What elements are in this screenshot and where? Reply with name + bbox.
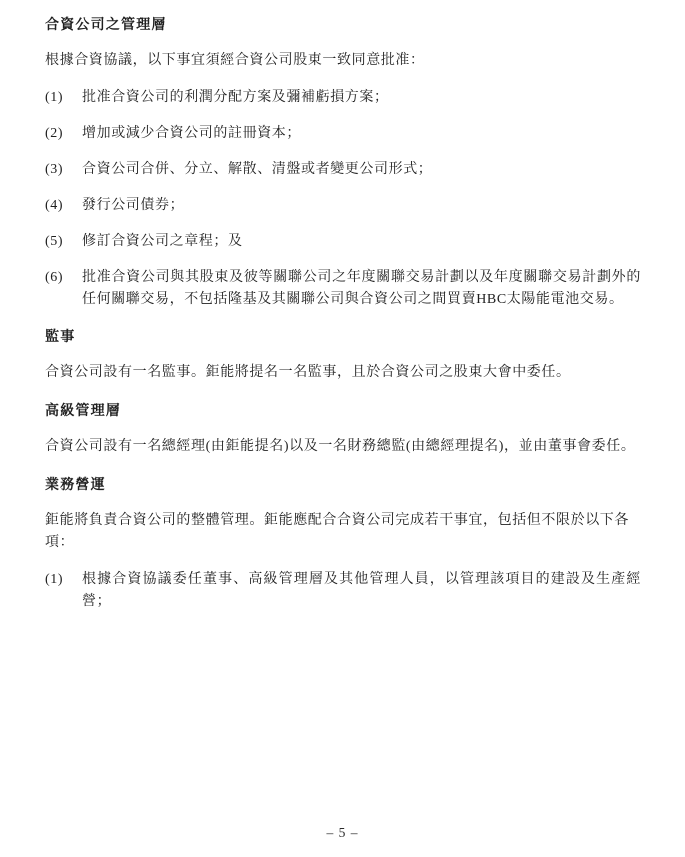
paragraph-approval-intro: 根據合資協議，以下事宜須經合資公司股東一致同意批准： xyxy=(45,53,425,68)
list-item-number: (1) xyxy=(45,90,64,105)
heading-senior-management: 高級管理層 xyxy=(45,402,121,418)
list-item-number: (2) xyxy=(45,126,64,141)
list-item-text: 批准合資公司與其股東及彼等關聯公司之年度關聯交易計劃以及年度關聯交易計劃外的任何關聯交易，不包括隆基及其關聯公司與合資公司之間買賣HBC太陽能電池交易。 xyxy=(82,270,641,307)
page-number: – 5 – xyxy=(326,825,359,840)
list-item-text: 合資公司合併、分立、解散、清盤或者變更公司形式； xyxy=(82,162,433,177)
paragraph-senior-management: 合資公司設有一名總經理(由鉅能提名)以及一名財務總監(由總經理提名)，並由董事會委任。 xyxy=(45,439,636,454)
list-item-text: 修訂合資公司之章程；及 xyxy=(82,234,243,249)
list-item-text: 發行公司債券； xyxy=(82,198,185,213)
heading-business-operation: 業務營運 xyxy=(45,476,106,492)
approval-items-list xyxy=(45,87,641,311)
list-item xyxy=(45,231,641,253)
list-item-text: 根據合資協議委任董事、高級管理層及其他管理人員，以管理該項目的建設及生產經營； xyxy=(82,572,641,609)
heading-jv-management: 合資公司之管理層 xyxy=(45,16,167,32)
list-item xyxy=(45,195,641,217)
list-item xyxy=(45,123,641,145)
paragraph-supervisor: 合資公司設有一名監事。鉅能將提名一名監事，且於合資公司之股東大會中委任。 xyxy=(45,365,571,380)
list-item-number: (6) xyxy=(45,270,64,285)
list-item-number: (1) xyxy=(45,572,64,587)
list-item-number: (3) xyxy=(45,162,64,177)
paragraph-business-operation-intro: 鉅能將負責合資公司的整體管理。鉅能應配合合資公司完成若干事宜，包括但不限於以下各項： xyxy=(45,513,629,550)
list-item xyxy=(45,569,641,613)
list-item-text: 批准合資公司的利潤分配方案及彌補虧損方案； xyxy=(82,90,389,105)
heading-supervisor: 監事 xyxy=(45,328,76,344)
business-items-list xyxy=(45,569,641,613)
list-item-number: (5) xyxy=(45,234,64,249)
list-item xyxy=(45,159,641,181)
list-item xyxy=(45,87,641,109)
list-item-number: (4) xyxy=(45,198,64,213)
list-item-text: 增加或減少合資公司的註冊資本； xyxy=(82,126,301,141)
list-item xyxy=(45,267,641,311)
